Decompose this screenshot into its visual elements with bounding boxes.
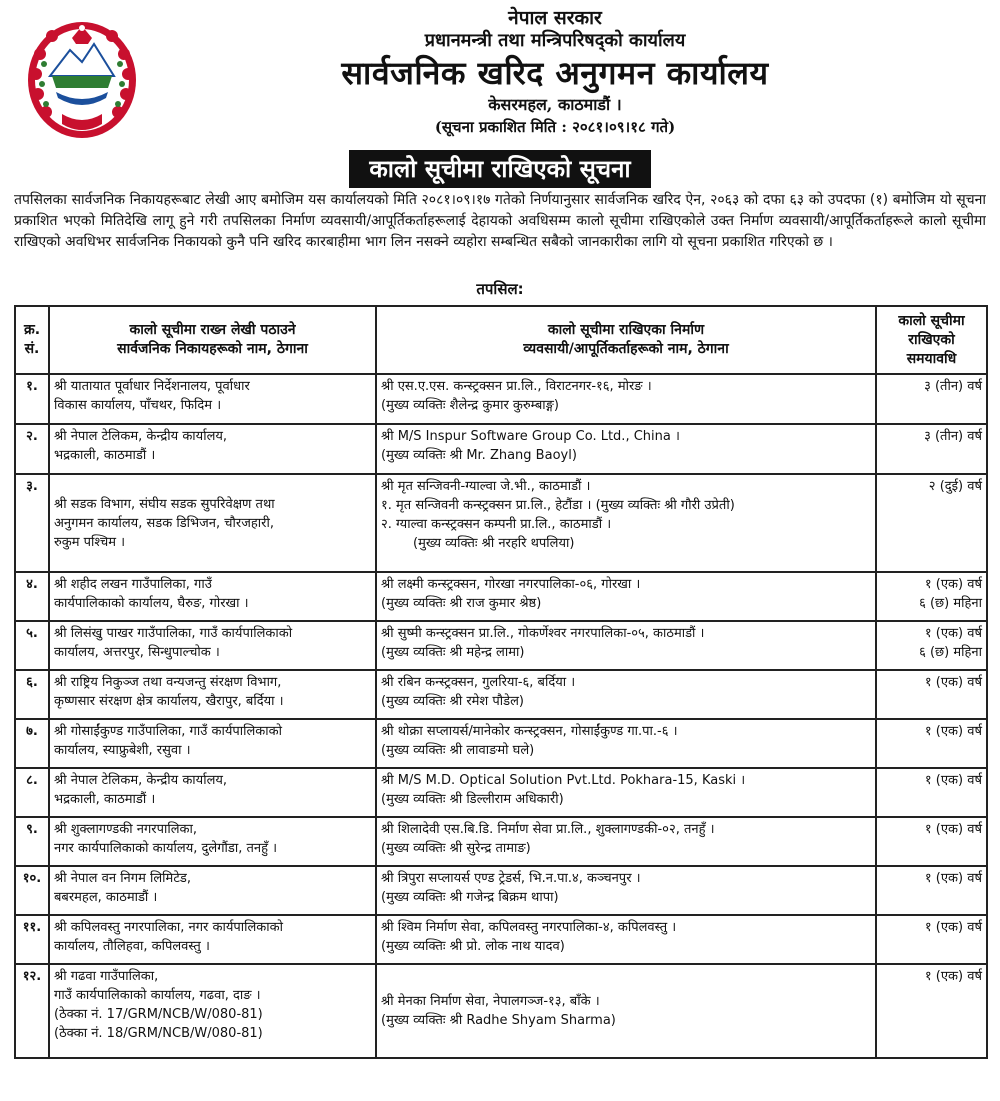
firm-jv-partner-2: २. ग्याल्वा कन्स्ट्रक्सन कम्पनी प्रा.लि., काठमाडौं । bbox=[381, 517, 612, 532]
row-agency: श्री शहीद लखन गाउँपालिका, गाउँ कार्यपालिकाको कार्यालय, घैरुङ, गोरखा । bbox=[49, 572, 376, 621]
row-sn: १. bbox=[15, 374, 49, 424]
row-duration: ३ (तीन) वर्ष bbox=[876, 374, 987, 424]
table-row bbox=[15, 572, 987, 621]
table-row bbox=[15, 817, 987, 866]
row-agency: श्री नेपाल टेलिकम, केन्द्रीय कार्यालय, भद्रकाली, काठमाडौं । bbox=[49, 768, 376, 817]
row-duration: १ (एक) वर्ष bbox=[876, 964, 987, 1058]
row-agency: श्री लिसंखु पाखर गाउँपालिका, गाउँ कार्यपालिकाको कार्यालय, अत्तरपुर, सिन्धुपाल्चोक । bbox=[49, 621, 376, 670]
header-agency: कालो सूचीमा राख्न लेखी पठाउने सार्वजनिक निकायहरूको नाम, ठेगाना bbox=[49, 306, 376, 374]
row-firm bbox=[376, 474, 876, 572]
blacklist-table bbox=[14, 305, 988, 1059]
notice-title-wrap bbox=[0, 150, 1000, 190]
notice-title: कालो सूचीमा राखिएको सूचना bbox=[349, 150, 650, 188]
row-sn: ६. bbox=[15, 670, 49, 719]
contract-number: (ठेक्का नं. 17/GRM/NCB/W/080-81) bbox=[54, 1007, 263, 1022]
row-firm: श्री लक्ष्मी कन्स्ट्रक्सन, गोरखा नगरपालिका-०६, गोरखा । (मुख्य व्यक्तिः श्री राज कुमार श्रेष्ठ) bbox=[376, 572, 876, 621]
table-row bbox=[15, 719, 987, 768]
table-header-row bbox=[15, 306, 987, 374]
intro-paragraph: तपसिलका सार्वजनिक निकायहरूबाट लेखी आए बमोजिम यस कार्यालयको मिति २०८१।०९।१७ गतेको निर्णयानुसार सार्वजनिक खरिद ऐन, २०६३ को दफा ६३ को उपदफा (१) बमोजिम यो सूचना प्रकाशित भएको मितिदेखि लागू हुने गरी तपसिलका निर्माण व्यवसायी/आपूर्तिकर्ताहरूलाई देहायको अवधिसम्म कालो सूचीमा राखिएकोले उक्त निर्माण व्यवसायी/आपूर्तिकर्ताहरूले कालो सूचीमा राखिएको अवधिभर सार्वजनिक निकायको कुनै पनि खरिद कारबाहीमा भाग लिन नसक्ने व्यहोरा सम्बन्धित सबैको जानकारीका लागि यो सूचना प्रकाशित गरिएको छ । bbox=[14, 192, 986, 250]
contract-number: (ठेक्का नं. 18/GRM/NCB/W/080-81) bbox=[54, 1026, 263, 1041]
row-duration: १ (एक) वर्ष bbox=[876, 670, 987, 719]
row-agency: श्री शुक्लागण्डकी नगरपालिका, नगर कार्यपालिकाको कार्यालय, दुलेगौंडा, तनहुँ । bbox=[49, 817, 376, 866]
ministry-name: प्रधानमन्त्री तथा मन्त्रिपरिषद्को कार्यालय bbox=[424, 30, 686, 51]
row-agency: श्री नेपाल वन निगम लिमिटेड, बबरमहल, काठमाडौं । bbox=[49, 866, 376, 915]
table-row bbox=[15, 866, 987, 915]
row-duration: १ (एक) वर्ष bbox=[876, 768, 987, 817]
row-sn: ११. bbox=[15, 915, 49, 964]
row-agency: श्री नेपाल टेलिकम, केन्द्रीय कार्यालय, भद्रकाली, काठमाडौं । bbox=[49, 424, 376, 474]
table-row bbox=[15, 374, 987, 424]
row-duration: १ (एक) वर्ष bbox=[876, 817, 987, 866]
firm-jv-partner-1: १. मृत सन्जिवनी कन्स्ट्रक्सन प्रा.लि., हेटौंडा । (मुख्य व्यक्तिः श्री गौरी उप्रेती) bbox=[381, 498, 735, 513]
table-row bbox=[15, 964, 987, 1058]
header-sn: क्र. सं. bbox=[15, 306, 49, 374]
row-sn: ९. bbox=[15, 817, 49, 866]
government-name: नेपाल सरकार bbox=[508, 7, 602, 29]
header-text bbox=[150, 6, 960, 138]
tapsil-label: तपसिल: bbox=[476, 280, 524, 298]
row-firm: श्री थोक्रा सप्लायर्स/मानेकोर कन्स्ट्रक्सन, गोसाईंकुण्ड गा.पा.-६ । (मुख्य व्यक्तिः श्री लावाङमो घले) bbox=[376, 719, 876, 768]
office-address: केसरमहल, काठमाडौं । bbox=[488, 95, 622, 114]
header-duration: कालो सूचीमा राखिएको समयावधि bbox=[876, 306, 987, 374]
row-duration: २ (दुई) वर्ष bbox=[876, 474, 987, 572]
row-agency: श्री राष्ट्रिय निकुञ्ज तथा वन्यजन्तु संरक्षण विभाग, कृष्णसार संरक्षण क्षेत्र कार्यालय, खैरापुर, बर्दिया । bbox=[49, 670, 376, 719]
row-agency: श्री सडक विभाग, संघीय सडक सुपरिवेक्षण तथा अनुगमन कार्यालय, सडक डिभिजन, चौरजहारी, रुकुम पश्चिम । bbox=[49, 474, 376, 572]
row-firm: श्री M/S M.D. Optical Solution Pvt.Ltd. Pokhara-15, Kaski । (मुख्य व्यक्तिः श्री डिल्लीराम अधिकारी) bbox=[376, 768, 876, 817]
row-agency: श्री गोसाईंकुण्ड गाउँपालिका, गाउँ कार्यपालिकाको कार्यालय, स्याफ्रुबेशी, रसुवा । bbox=[49, 719, 376, 768]
row-duration: १ (एक) वर्ष bbox=[876, 915, 987, 964]
row-duration: १ (एक) वर्ष ६ (छ) महिना bbox=[876, 621, 987, 670]
table-row bbox=[15, 474, 987, 572]
row-firm: श्री शिलादेवी एस.बि.डि. निर्माण सेवा प्रा.लि., शुक्लागण्डकी-०२, तनहुँ । (मुख्य व्यक्तिः श्री सुरेन्द्र तामाङ) bbox=[376, 817, 876, 866]
row-duration: ३ (तीन) वर्ष bbox=[876, 424, 987, 474]
row-sn: १०. bbox=[15, 866, 49, 915]
row-agency: श्री गढवा गाउँपालिका, गाउँ कार्यपालिकाको कार्यालय, गढवा, दाङ । (ठेक्का नं. 17/GRM/NCB/W/080-81) (ठेक्का नं. 18/GRM/NCB/W/080-81) bbox=[49, 964, 376, 1058]
row-firm: श्री मेनका निर्माण सेवा, नेपालगञ्ज-१३, बाँके । (मुख्य व्यक्तिः श्री Radhe Shyam Sharma) bbox=[376, 964, 876, 1058]
row-sn: ३. bbox=[15, 474, 49, 572]
row-sn: २. bbox=[15, 424, 49, 474]
row-sn: ५. bbox=[15, 621, 49, 670]
firm-jv-partner-2-contact: (मुख्य व्यक्तिः श्री नरहरि थपलिया) bbox=[413, 536, 575, 551]
firm-jv-name: श्री मृत सन्जिवनी-ग्याल्वा जे.भी., काठमाडौं । bbox=[381, 479, 591, 494]
office-name: सार्वजनिक खरिद अनुगमन कार्यालय bbox=[341, 54, 769, 92]
row-firm: श्री सुष्मी कन्स्ट्रक्सन प्रा.लि., गोकर्णेश्वर नगरपालिका-०५, काठमाडौं । (मुख्य व्यक्तिः श्री महेन्द्र लामा) bbox=[376, 621, 876, 670]
publish-date: (सूचना प्रकाशित मिति : २०८१।०९।१८ गते) bbox=[434, 118, 676, 136]
row-duration: १ (एक) वर्ष bbox=[876, 719, 987, 768]
table-row bbox=[15, 670, 987, 719]
table-row bbox=[15, 621, 987, 670]
row-duration: १ (एक) वर्ष bbox=[876, 866, 987, 915]
row-agency: श्री यातायात पूर्वाधार निर्देशनालय, पूर्वाधार विकास कार्यालय, पाँचथर, फिदिम । bbox=[49, 374, 376, 424]
table-row bbox=[15, 424, 987, 474]
notice-header bbox=[0, 0, 1000, 150]
table-row bbox=[15, 768, 987, 817]
row-sn: ७. bbox=[15, 719, 49, 768]
row-agency: श्री कपिलवस्तु नगरपालिका, नगर कार्यपालिकाको कार्यालय, तौलिहवा, कपिलवस्तु । bbox=[49, 915, 376, 964]
row-sn: ८. bbox=[15, 768, 49, 817]
row-sn: ४. bbox=[15, 572, 49, 621]
row-sn: १२. bbox=[15, 964, 49, 1058]
row-firm: श्री एस.ए.एस. कन्स्ट्रक्सन प्रा.लि., विराटनगर-१६, मोरङ । (मुख्य व्यक्तिः शैलेन्द्र कुमार कुरुम्बाङ्ग) bbox=[376, 374, 876, 424]
table-row bbox=[15, 915, 987, 964]
row-duration: १ (एक) वर्ष ६ (छ) महिना bbox=[876, 572, 987, 621]
row-firm: श्री त्रिपुरा सप्लायर्स एण्ड ट्रेडर्स, भि.न.पा.४, कञ्चनपुर । (मुख्य व्यक्तिः श्री गजेन्द्र बिक्रम थापा) bbox=[376, 866, 876, 915]
row-firm: श्री M/S Inspur Software Group Co. Ltd., China । (मुख्य व्यक्तिः श्री Mr. Zhang Baoyl) bbox=[376, 424, 876, 474]
row-firm: श्री रबिन कन्स्ट्रक्सन, गुलरिया-६, बर्दिया । (मुख्य व्यक्तिः श्री रमेश पौडेल) bbox=[376, 670, 876, 719]
row-firm: श्री श्विम निर्माण सेवा, कपिलवस्तु नगरपालिका-४, कपिलवस्तु । (मुख्य व्यक्तिः श्री प्रो. लोक नाथ यादव) bbox=[376, 915, 876, 964]
nepal-emblem-icon bbox=[22, 14, 142, 142]
header-firm: कालो सूचीमा राखिएका निर्माण व्यवसायी/आपूर्तिकर्ताहरूको नाम, ठेगाना bbox=[376, 306, 876, 374]
